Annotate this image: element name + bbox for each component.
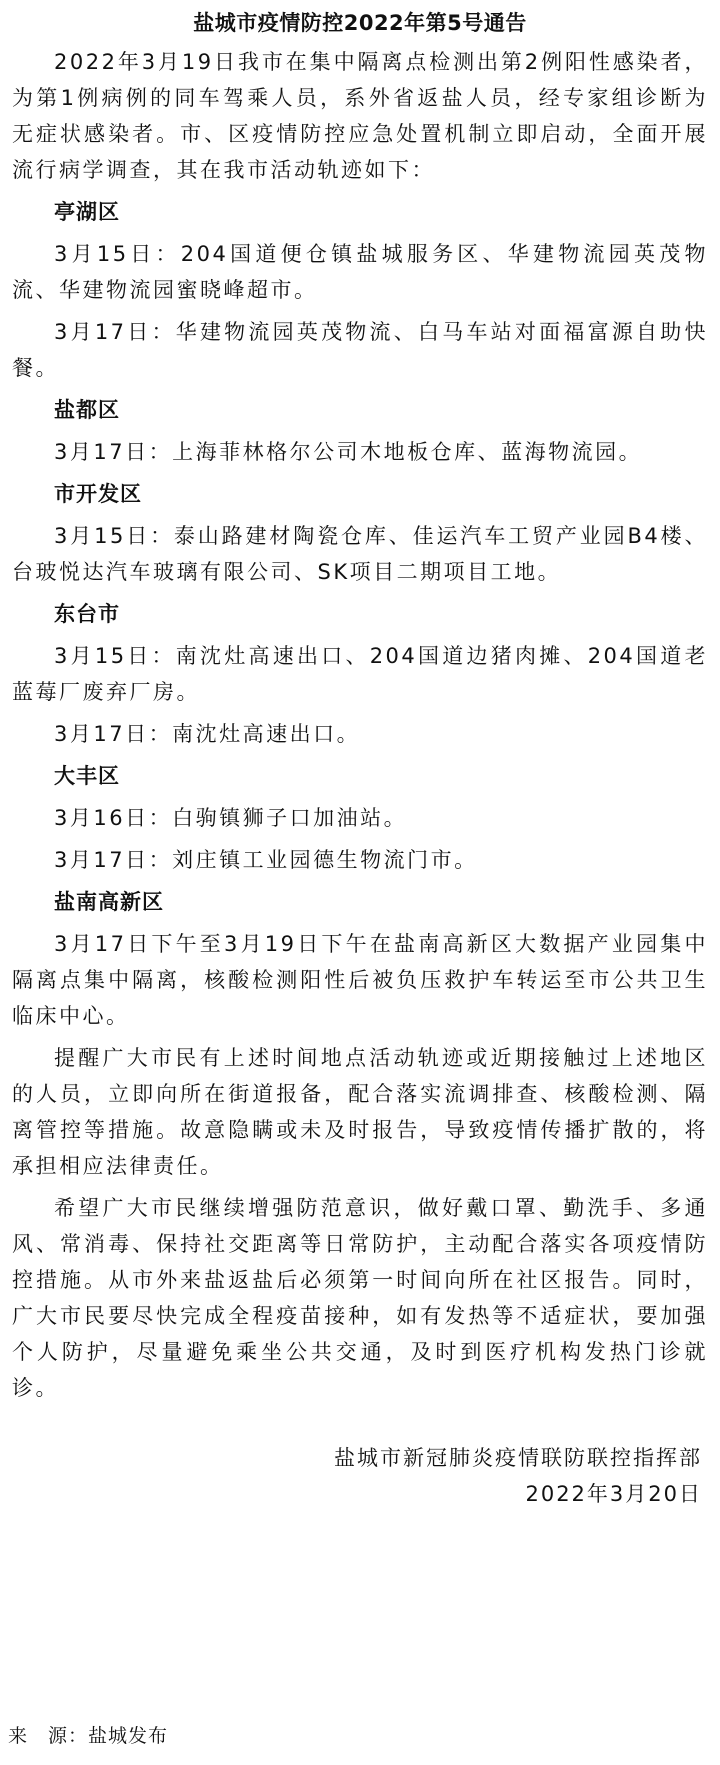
issue-date: 2022年3月20日 (525, 1482, 702, 1506)
district-heading: 亭湖区 (54, 200, 120, 224)
trajectory-entry: 3月17日：南沈灶高速出口。 (54, 722, 361, 746)
district-section-tinghu (12, 194, 708, 386)
district-heading: 盐南高新区 (54, 890, 164, 914)
issuer-name: 盐城市新冠肺炎疫情联防联控指挥部 (334, 1446, 702, 1470)
district-heading: 盐都区 (54, 398, 120, 422)
district-section-dafeng (12, 758, 708, 878)
trajectory-entry: 3月16日：白驹镇狮子口加油站。 (54, 806, 408, 830)
district-heading: 大丰区 (54, 764, 120, 788)
advice-paragraph: 希望广大市民继续增强防范意识，做好戴口罩、勤洗手、多通风、常消毒、保持社交距离等日常防护，主动配合落实各项疫情防控措施。从市外来盐返盐后必须第一时间向所在社区报告。同时，广大市民要尽快完成全程疫苗接种，如有发热等不适症状，要加强个人防护，尽量避免乘坐公共交通，及时到医疗机构发热门诊就诊。 (12, 1196, 708, 1400)
trajectory-entry: 3月15日：泰山路建材陶瓷仓库、佳运汽车工贸产业园B4楼、台玻悦达汽车玻璃有限公司、SK项目二期项目工地。 (12, 524, 708, 584)
signature-block (12, 1440, 708, 1512)
district-heading: 市开发区 (54, 482, 142, 506)
trajectory-entry: 3月17日：上海菲林格尔公司木地板仓库、蓝海物流园。 (54, 440, 643, 464)
trajectory-entry: 3月17日：华建物流园英茂物流、白马车站对面福富源自助快餐。 (12, 320, 708, 380)
trajectory-entry: 3月17日下午至3月19日下午在盐南高新区大数据产业园集中隔离点集中隔离，核酸检测阳性后被负压救护车转运至市公共卫生临床中心。 (12, 932, 708, 1028)
intro-paragraph: 2022年3月19日我市在集中隔离点检测出第2例阳性感染者，为第1例病例的同车驾乘人员，系外省返盐人员，经专家组诊断为无症状感染者。市、区疫情防控应急处置机制立即启动，全面开展流行病学调查，其在我市活动轨迹如下： (12, 50, 708, 182)
district-section-yandu (12, 392, 708, 470)
district-section-development-zone (12, 476, 708, 590)
notice-title: 盐城市疫情防控2022年第5号通告 (193, 11, 527, 35)
trajectory-entry: 3月15日：南沈灶高速出口、204国道边猪肉摊、204国道老蓝莓厂废弃厂房。 (12, 644, 708, 704)
source-line: 来 源：盐城发布 (8, 1725, 169, 1747)
district-section-dongtai (12, 596, 708, 752)
trajectory-entry: 3月15日：204国道便仓镇盐城服务区、华建物流园英茂物流、华建物流园蜜晓峰超市。 (12, 242, 708, 302)
district-heading: 东台市 (54, 602, 120, 626)
trajectory-entry: 3月17日：刘庄镇工业园德生物流门市。 (54, 848, 478, 872)
district-section-yannan (12, 884, 708, 1034)
reminder-paragraph: 提醒广大市民有上述时间地点活动轨迹或近期接触过上述地区的人员，立即向所在街道报备，配合落实流调排查、核酸检测、隔离管控等措施。故意隐瞒或未及时报告，导致疫情传播扩散的，将承担相应法律责任。 (12, 1046, 708, 1178)
